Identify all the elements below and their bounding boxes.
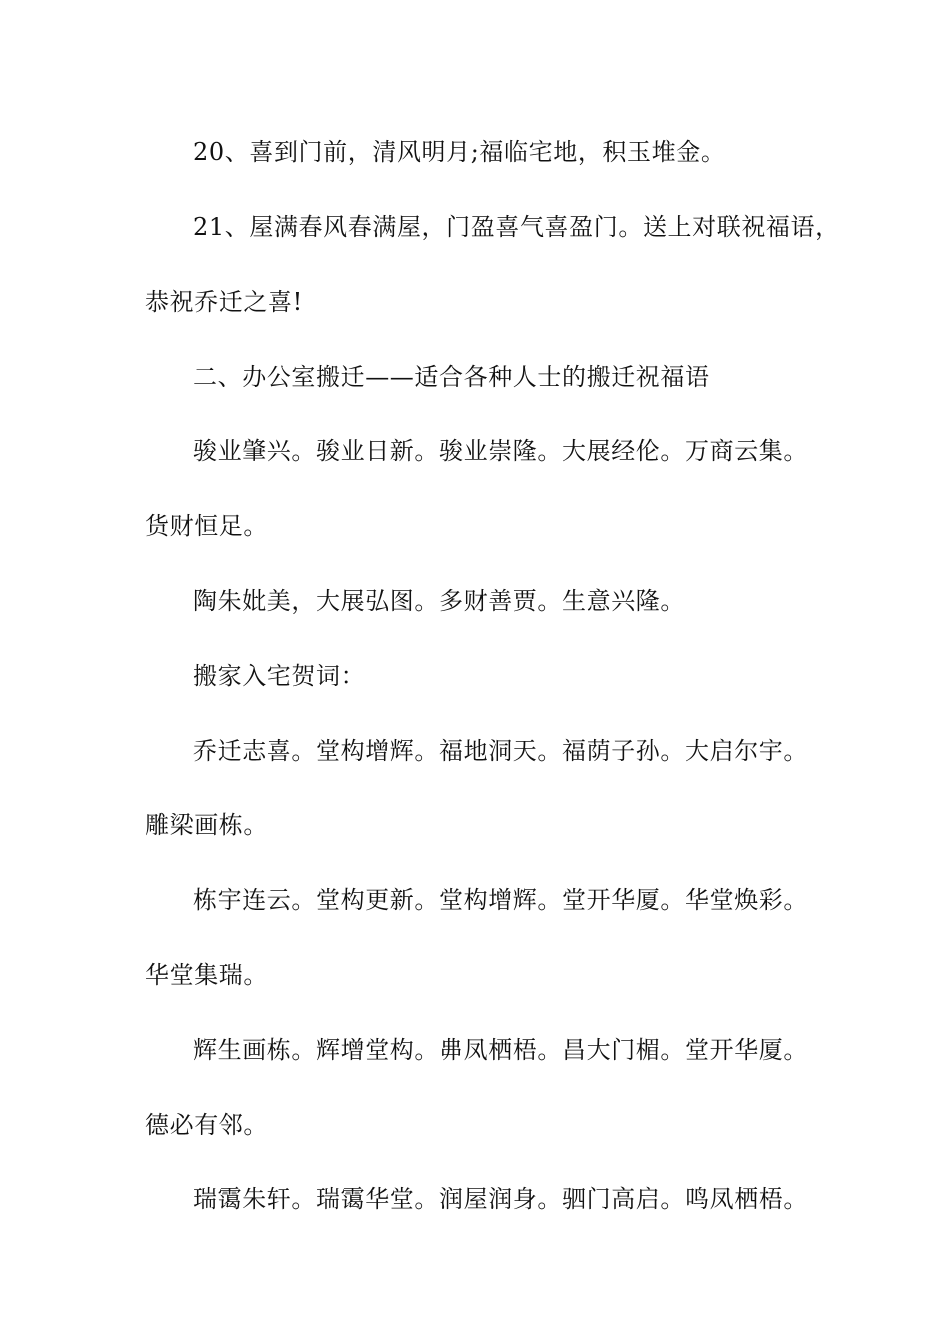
paragraph-line: 栋宇连云。堂构更新。堂构增辉。堂开华厦。华堂焕彩。	[193, 886, 808, 914]
paragraph-line-continued: 华堂集瑞。	[145, 961, 268, 989]
text-line-21-continued: 恭祝乔迁之喜!	[145, 288, 303, 316]
paragraph-line-continued: 德必有邻。	[145, 1111, 268, 1139]
text-line-21: 21、屋满春风春满屋，门盈喜气喜盈门。送上对联祝福语，	[193, 213, 840, 241]
paragraph-line: 陶朱妣美，大展弘图。多财善贾。生意兴隆。	[193, 587, 685, 615]
section-heading: 二、办公室搬迁——适合各种人士的搬迁祝福语	[193, 363, 710, 391]
paragraph-line: 骏业肇兴。骏业日新。骏业崇隆。大展经伦。万商云集。	[193, 437, 808, 465]
paragraph-line-continued: 货财恒足。	[145, 512, 268, 540]
paragraph-line: 辉生画栋。辉增堂构。丳凤栖梧。昌大门楣。堂开华厦。	[193, 1036, 808, 1064]
paragraph-line: 乔迁志喜。堂构增辉。福地洞天。福荫子孙。大启尔宇。	[193, 737, 808, 765]
subheading: 搬家入宅贺词：	[193, 662, 366, 690]
paragraph-line: 瑞霭朱轩。瑞霭华堂。润屋润身。驷门高启。鸣凤栖梧。	[193, 1185, 808, 1213]
paragraph-line-continued: 雕梁画栋。	[145, 811, 268, 839]
text-line-20: 20、喜到门前，清风明月;福临宅地，积玉堆金。	[193, 138, 726, 166]
